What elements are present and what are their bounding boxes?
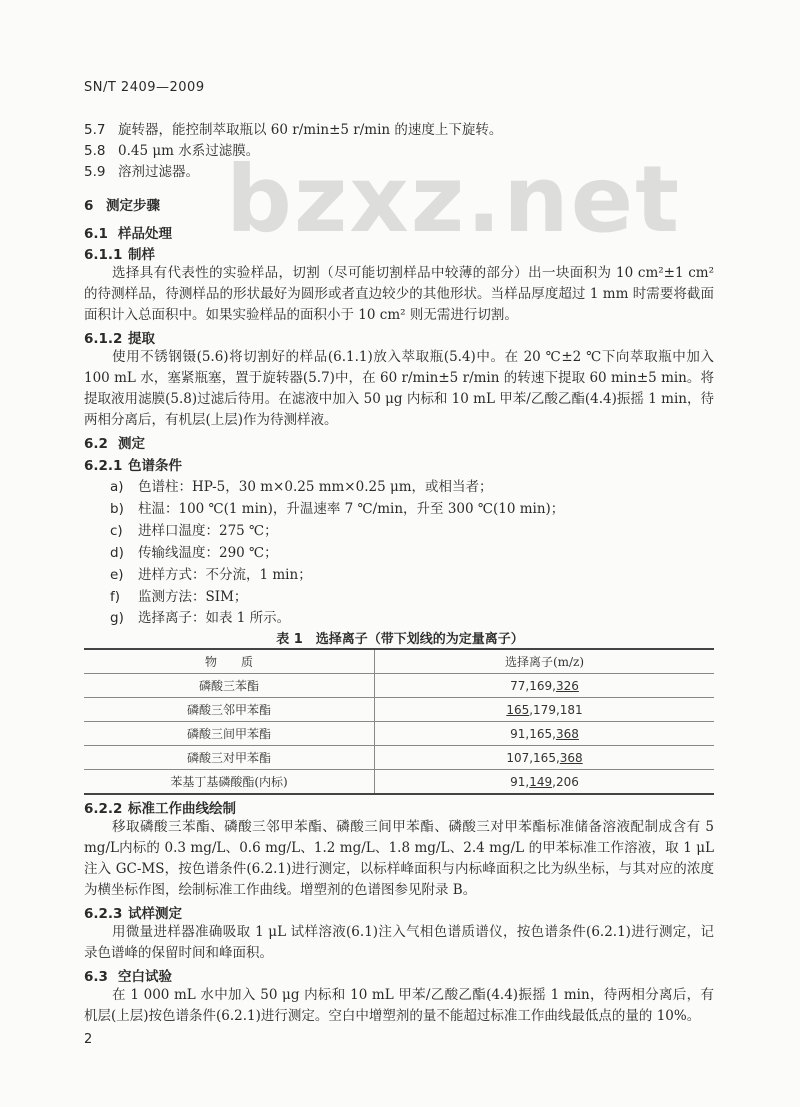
clause-5-7: 5.7 旋转器，能控制萃取瓶以 60 r/min±5 r/min 的速度上下旋转。 (84, 122, 503, 138)
section-6-2-2-text: 移取磷酸三苯酯、磷酸三邻甲苯酯、磷酸三间甲苯酯、磷酸三对甲苯酯标准储备溶液配制成含有 5 mg/L内标的 0.3 mg/L、0.6 mg/L、1.2 mg/L、1.8 mg/L、2.4 mg/L 的甲苯标准工作溶液，取 1 μL 注入 GC-MS，按色谱条件(6.2.1)进行测定，以标样峰面积与内标峰面积之比为纵坐标，与其对应的浓度为横坐标作图，绘制标准工作曲线。增塑剂的色谱图参见附录 B。 (84, 819, 714, 898)
section-6-3-heading: 6.3 空白试验 (84, 969, 172, 985)
selected-ions-table (84, 648, 714, 795)
substance-cell: 磷酸三邻甲苯酯 (84, 698, 375, 722)
section-6-1-2-text: 使用不锈钢镊(5.6)将切割好的样品(6.1.1)放入萃取瓶(5.4)中。在 20 ℃±2 ℃下向萃取瓶中加入 100 mL 水，塞紧瓶塞，置于旋转器(5.7)中，在 60 r/min±5 r/min 的转速下提取 60 min±5 min。将提取液用滤膜(5.8)过滤后待用。在滤液中加入 50 μg 内标和 10 mL 甲苯/乙酸乙酯(4.4)振摇 1 min，待两相分离后，有机层(上层)作为待测样液。 (84, 349, 714, 428)
table-row (84, 746, 714, 770)
substance-cell: 磷酸三对甲苯酯 (84, 746, 375, 770)
condition-g: g) 选择离子：如表 1 所示。 (110, 610, 291, 626)
substance-cell: 磷酸三苯酯 (84, 674, 375, 698)
ions-cell: 107,165,368 (375, 746, 715, 770)
section-6-3-text: 在 1 000 mL 水中加入 50 μg 内标和 10 mL 甲苯/乙酸乙酯(4.4)振摇 1 min，待两相分离后，有机层(上层)按色谱条件(6.2.1)进行测定。空白中增塑剂的量不能超过标准工作曲线最低点的量的 10%。 (84, 987, 714, 1024)
page-number: 2 (84, 1032, 93, 1047)
section-6-2-3-heading: 6.2.3 试样测定 (84, 906, 182, 922)
condition-b: b) 柱温：100 ℃(1 min)，升温速率 7 ℃/min，升至 300 ℃(10 min)； (110, 501, 565, 517)
quant-ion: 165 (506, 702, 530, 717)
table-row (84, 698, 714, 722)
section-6-1-1-heading: 6.1.1 制样 (84, 247, 155, 263)
section-6-1-1-text: 选择具有代表性的实验样品，切割（尽可能切割样品中较薄的部分）出一块面积为 10 cm²±1 cm² 的待测样品，待测样品的形状最好为圆形或者直边较少的其他形状。当样品厚度超过 1 mm 时需要将截面面积计入总面积中。如果实验样品的面积小于 10 cm² 则无需进行切割。 (84, 265, 714, 323)
condition-f: f) 监测方法：SIM； (110, 589, 248, 605)
section-6-1-heading: 6.1 样品处理 (84, 226, 172, 242)
table-row (84, 722, 714, 746)
section-6-2-2-heading: 6.2.2 标准工作曲线绘制 (84, 801, 236, 817)
substance-cell: 苯基丁基磷酸酯(内标) (84, 770, 375, 795)
column-header-ions: 选择离子(m/z) (375, 649, 715, 674)
condition-d: d) 传输线温度：290 ℃； (110, 545, 278, 561)
ions-cell: 77,169,326 (375, 674, 715, 698)
section-6-2-3-text: 用微量进样器准确吸取 1 μL 试样溶液(6.1)注入气相色谱质谱仪，按色谱条件(6.2.1)进行测定，记录色谱峰的保留时间和峰面积。 (84, 924, 714, 961)
substance-cell: 磷酸三间甲苯酯 (84, 722, 375, 746)
table-1-caption: 表 1 选择离子（带下划线的为定量离子） (276, 632, 524, 647)
ions-cell: 91,149,206 (375, 770, 715, 795)
table-header-row (84, 649, 714, 674)
quant-ion: 368 (555, 726, 579, 741)
condition-e: e) 进样方式：不分流，1 min； (110, 567, 312, 583)
clause-5-8: 5.8 0.45 μm 水系过滤膜。 (84, 143, 260, 159)
quant-ion: 368 (559, 750, 583, 765)
section-6-1-2-heading: 6.1.2 提取 (84, 331, 155, 347)
ions-cell: 165,179,181 (375, 698, 715, 722)
section-6-2-heading: 6.2 测定 (84, 436, 145, 452)
standard-number: SN/T 2409—2009 (84, 80, 205, 95)
watermark: bzxz.net (226, 146, 682, 253)
section-6-2-1-heading: 6.2.1 色谱条件 (84, 458, 182, 474)
quant-ion: 326 (555, 678, 579, 693)
ions-cell: 91,165,368 (375, 722, 715, 746)
clause-5-9: 5.9 溶剂过滤器。 (84, 164, 199, 180)
table-row (84, 770, 714, 795)
column-header-substance: 物 质 (84, 649, 375, 674)
condition-a: a) 色谱柱：HP-5，30 m×0.25 mm×0.25 μm，或相当者； (110, 479, 493, 495)
table-row (84, 674, 714, 698)
section-6-heading: 6 测定步骤 (84, 198, 160, 214)
quant-ion: 149 (529, 774, 553, 789)
condition-c: c) 进样口温度：275 ℃； (110, 523, 278, 539)
